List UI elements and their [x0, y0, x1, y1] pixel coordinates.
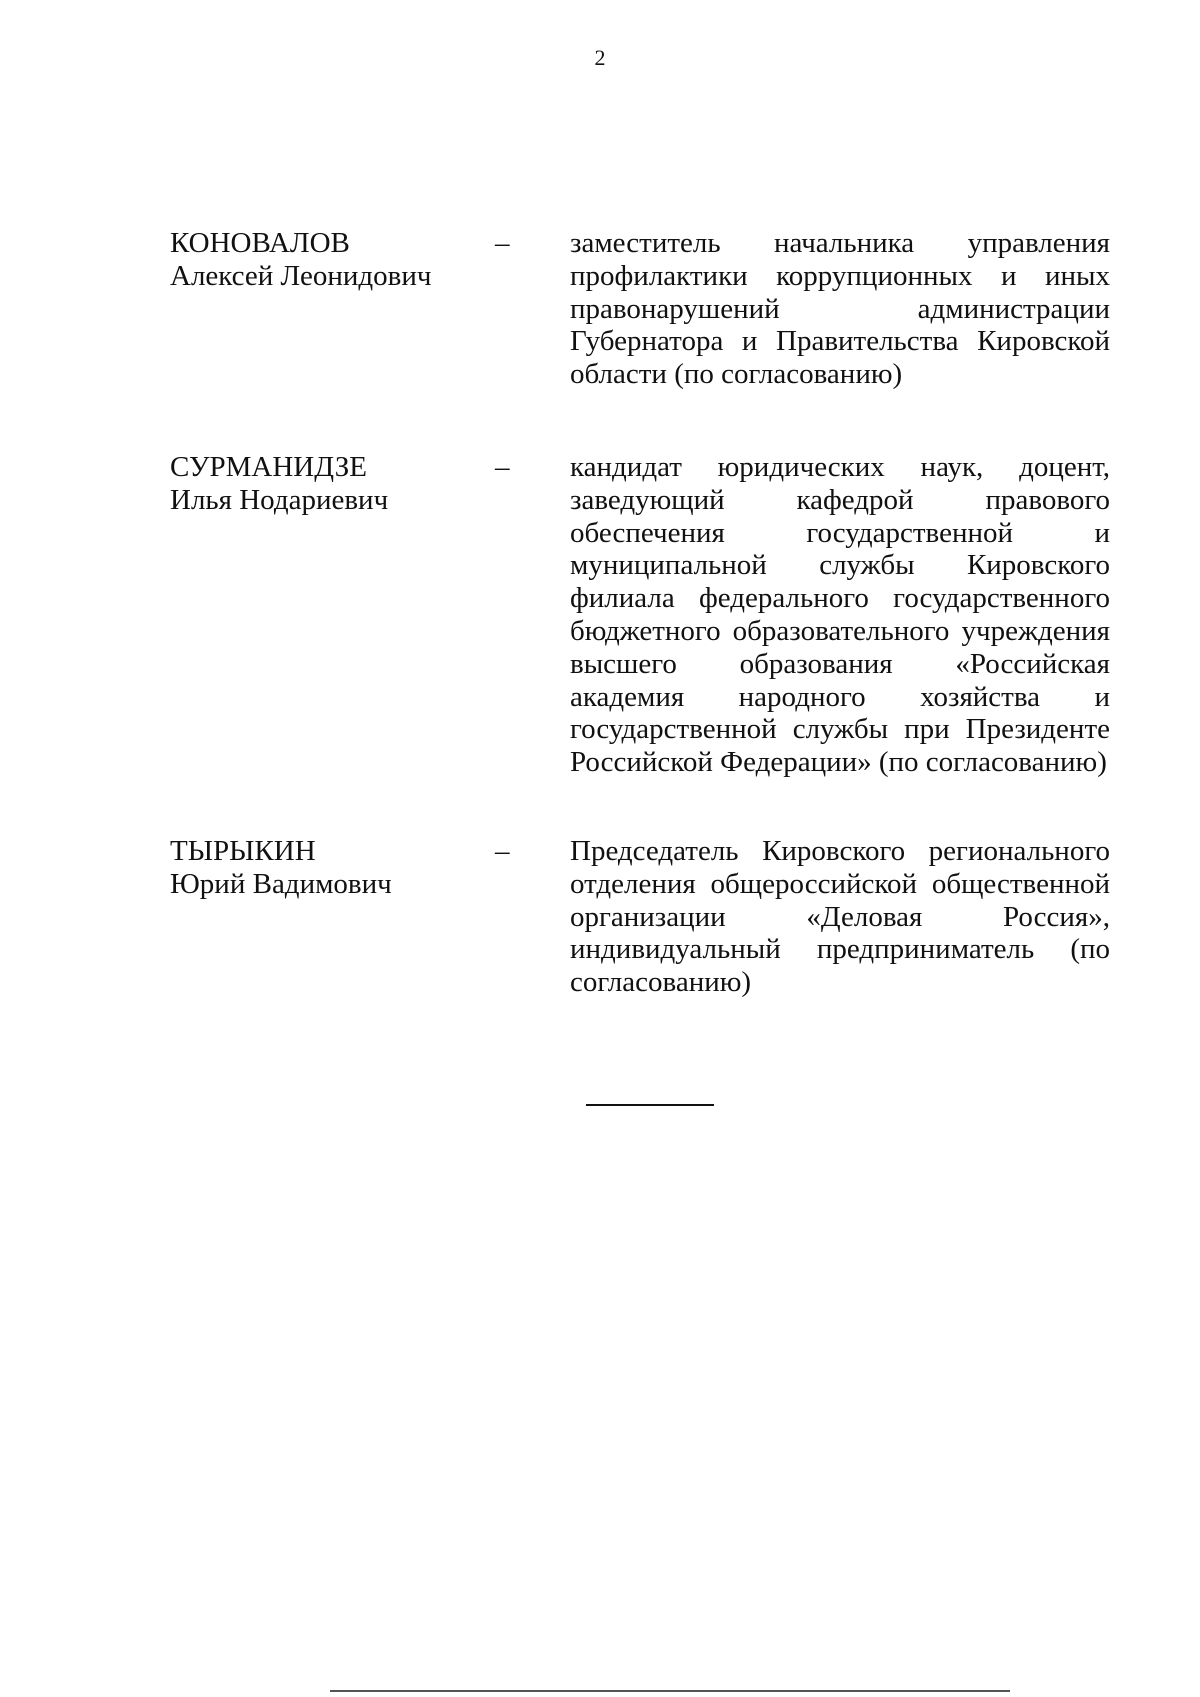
page-number: 2 — [594, 45, 606, 70]
end-of-list-rule — [586, 1104, 714, 1106]
member-given-names: Юрий Вадимович — [170, 867, 392, 900]
member-description: кандидат юридических наук, доцент, заведующий кафедрой правового обеспечения государственной и муниципальной службы Кировского филиала федерального государственного бюджетного образовательного учреждения высшего образования «Российская академия народного хозяйства и государственной службы при Президенте Российской Федерации» (по согласованию) — [570, 451, 1110, 779]
dash-separator: – — [495, 227, 510, 259]
member-name — [170, 451, 470, 517]
dash-separator: – — [495, 451, 510, 483]
member-given-names: Алексей Леонидович — [170, 259, 432, 292]
member-given-names: Илья Нодариевич — [170, 483, 389, 516]
page-bottom-rule — [330, 1690, 1010, 1692]
member-description: Председатель Кировского регионального отделения общероссийской общественной организации «Деловая Россия», индивидуальный предприниматель (по согласованию) — [570, 835, 1110, 999]
member-name — [170, 227, 470, 293]
dash-separator: – — [495, 835, 510, 867]
member-surname: ТЫРЫКИН — [170, 835, 316, 867]
member-description: заместитель начальника управления профилактики коррупционных и иных правонарушений администрации Губернатора и Правительства Кировской области (по согласованию) — [570, 227, 1110, 391]
member-name — [170, 835, 470, 901]
member-surname: КОНОВАЛОВ — [170, 227, 350, 259]
member-surname: СУРМАНИДЗЕ — [170, 451, 367, 483]
